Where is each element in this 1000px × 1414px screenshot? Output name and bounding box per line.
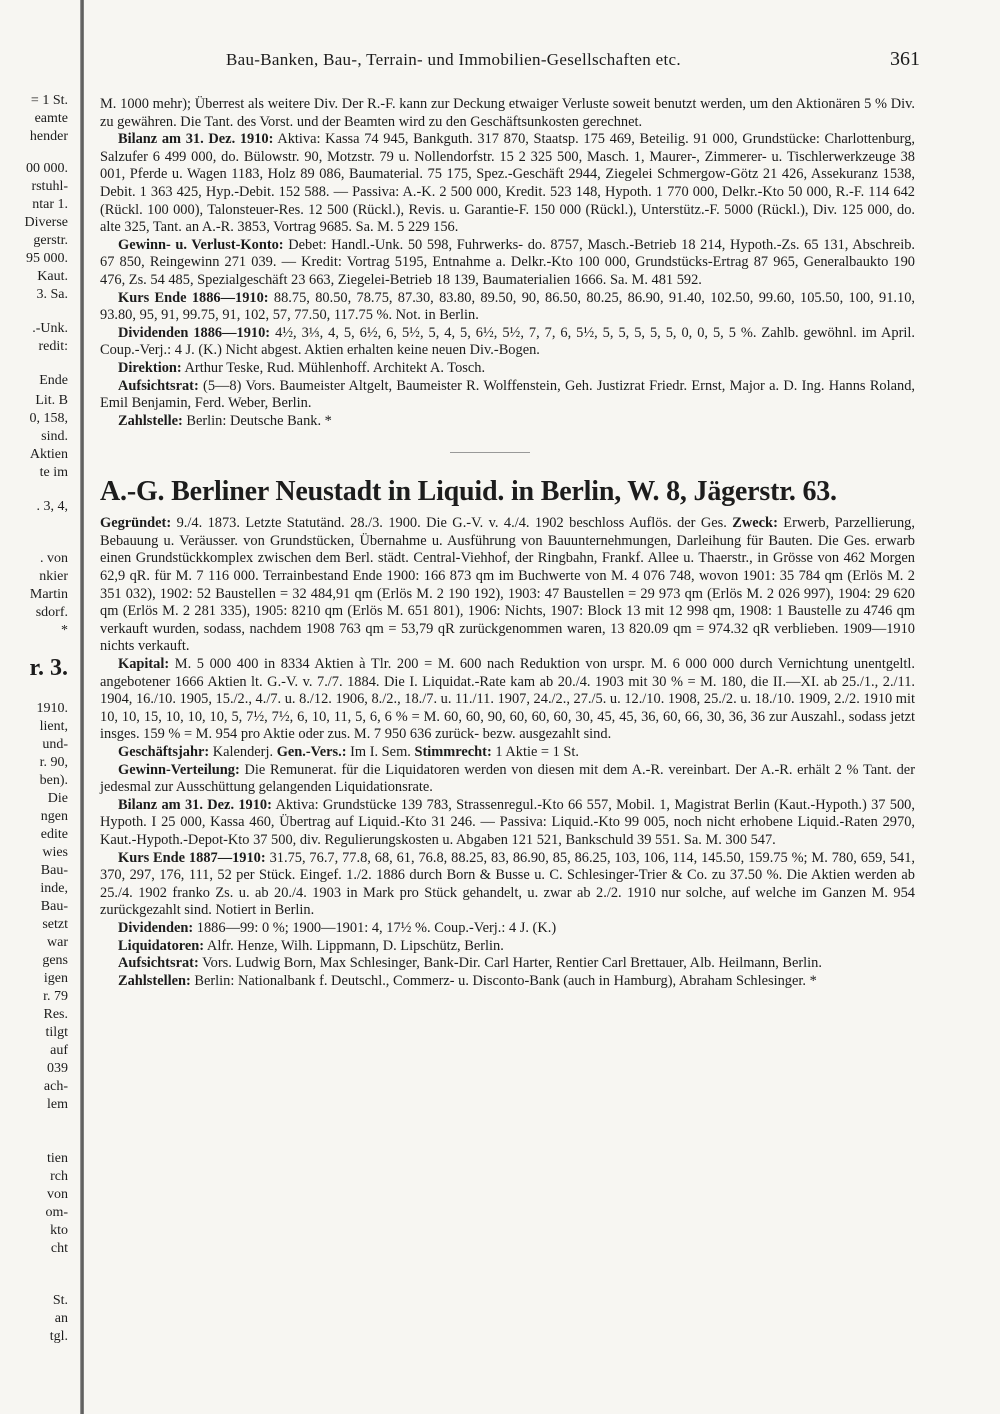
margin-fragment: ntar 1. (32, 197, 68, 212)
section-divider (450, 452, 530, 453)
margin-fragment: .-Unk. (32, 321, 68, 336)
margin-fragment: r. 90, (39, 755, 68, 770)
margin-fragment: gens (42, 953, 68, 968)
margin-fragment: redit: (38, 339, 68, 354)
margin-fragment: 3. Sa. (36, 287, 68, 302)
left-margin-fragments (0, 0, 76, 1414)
margin-fragment: Ende (39, 373, 68, 388)
margin-fragment: ach- (43, 1079, 68, 1094)
entry-berliner-neustadt (100, 475, 915, 990)
entry2-liquidatoren: Liquidatoren: Alfr. Henze, Wilh. Lippmann, D. Lipschütz, Berlin. (118, 937, 504, 954)
margin-fragment: rstuhl- (31, 179, 68, 194)
entry1-kurs: Kurs Ende 1886—1910: 88.75, 80.50, 78.75, 87.30, 83.80, 89.50, 90, 86.50, 80.25, 86.90, 91.40, 102.50, 99.60, 105.50, 100, 91.10, 93.80, 95, 91, 99.75, 91, 102, 57, 77.50, 117.75 %. Not. in Berlin. (100, 289, 915, 324)
margin-fragment: 039 (47, 1061, 68, 1076)
margin-fragment: ngen (40, 809, 68, 824)
margin-fragment: hender (29, 129, 68, 144)
margin-fragment: 0, 158, (29, 411, 68, 426)
margin-fragment: ben). (39, 773, 68, 788)
margin-fragment: cht (50, 1241, 68, 1256)
margin-fragment: r. 3. (29, 655, 68, 681)
page-number: 361 (890, 48, 920, 70)
margin-fragment: eamte (34, 111, 68, 126)
margin-fragment: tilgt (45, 1025, 68, 1040)
margin-fragment: edite (40, 827, 68, 842)
company-title: A.-G. Berliner Neustadt in Liquid. in Berlin, W. 8, Jägerstr. 63. (100, 476, 837, 508)
entry1-bilanz: Bilanz am 31. Dez. 1910: Aktiva: Kassa 74 945, Bankguth. 317 870, Staatsp. 175 469, Beteilig. 91 000, Grundstücke: Charlottenburg, Salzufer 6 499 000, do. Bülowstr. 90, Motzstr. 79 u. Nollendorfstr. 15 2 325 500, Masch. 1, Maurer-, Zimmerer- u. Tischlerwerkzeuge 38 001, Pferde u. Wagen 1183, Holz 89 086, Baumaterial. 75 175, Spez.-Geschäft 2944, Ziegelei Schmergow-Götz 21 426, Assekuranz 1538, Debit. 1 363 425, Hyp.-Debit. 152 588. — Passiva: A.-K. 2 500 000, Kredit. 523 148, Hypoth. 1 770 000, Delkr.-Kto 50 000, R.-F. 114 642 (Rückl. 100 000), Talonsteuer-Res. 12 500 (Rückl.), Revis. u. Garantie-F. 150 000 (Rückl.), Unterstütz.-F. 5000 (Rückl.), Div. 125 000, do. alte 325, Tant. an A.-R. 3853, Vortrag 9685. Sa. M. 5 229 156. (100, 131, 915, 236)
margin-fragment: Bau- (40, 863, 68, 878)
entry2-dividenden: Dividenden: 1886—99: 0 %; 1900—1901: 4, 17½ %. Coup.-Verj.: 4 J. (K.) (118, 919, 557, 936)
margin-fragment: und- (42, 737, 68, 752)
margin-fragment: Aktien (29, 447, 68, 462)
entry1-aufsichtsrat: Aufsichtsrat: (5—8) Vors. Baumeister Altgelt, Baumeister R. Wolffenstein, Geh. Justizrat Friedr. Ernst, Major a. D. Ing. Hanns Roland, Emil Benjamin, Ferd. Weber, Berlin. (100, 377, 915, 412)
margin-fragment: wies (42, 845, 68, 860)
margin-fragment: 95 000. (26, 251, 68, 266)
entry2-aufsichtsrat: Aufsichtsrat: Vors. Ludwig Born, Max Schlesinger, Bank-Dir. Carl Harter, Rentier Carl Brettauer, Alb. Heilmann, Berlin. (118, 955, 822, 972)
page-body (100, 96, 915, 990)
entry2-kurs: Kurs Ende 1887—1910: 31.75, 76.7, 77.8, 68, 61, 76.8, 88.25, 83, 86.90, 85, 86.25, 103, 106, 114, 145.50, 159.75 %; M. 780, 659, 541, 370, 297, 176, 111, 52 per Stück. Eingef. 1./2. 1886 durch Born & Busse u. C. Schlesinger-Trier & Co. zu 37.50 %. Die Aktien werden ab 25./4. 1902 franko Zs. u. ab 20./4. 1903 in Mark pro Stück gehandelt, u. zwar ab 2./2. 1910 nur solche, auf welche im Ganzen M. 954 zurückgezahlt sind. Notiert in Berlin. (100, 849, 915, 919)
margin-fragment: te im (39, 465, 68, 480)
entry2-zahlstellen: Zahlstellen: Berlin: Nationalbank f. Deutschl., Commerz- u. Disconto-Bank (auch in Hamburg), Abraham Schlesinger. * (118, 972, 817, 989)
margin-fragment: . von (40, 551, 68, 566)
gutter-shadow (80, 0, 84, 1414)
margin-fragment: lem (47, 1097, 68, 1112)
margin-fragment: 1910. (36, 701, 68, 716)
margin-fragment: igen (43, 971, 68, 986)
margin-fragment: om- (45, 1205, 68, 1220)
margin-fragment: setzt (42, 917, 68, 932)
entry-continued (100, 96, 915, 430)
margin-fragment: inde, (40, 881, 68, 896)
margin-fragment: Res. (43, 1007, 68, 1022)
margin-fragment: Diverse (24, 215, 68, 230)
margin-fragment: rch (50, 1169, 68, 1184)
margin-fragment: r. 79 (43, 989, 68, 1004)
entry2-bilanz: Bilanz am 31. Dez. 1910: Aktiva: Grundstücke 139 783, Strassenregul.-Kto 66 557, Mobil. 1, Magistrat Berlin (Kaut.-Hypoth.) 37 500, Hypoth. I 25 000, Kassa 460, Übertrag auf Liquid.-Kto 31 246. — Passiva: Liquid.-Kto 99 005, noch nicht erhobene Liquid.-Raten 2970, Kaut.-Hypoth.-Depot-Kto 37 500, div. Regulierungskosten u. Abgaben 121 521, Bankschuld 39 551. Sa. M. 300 547. (100, 796, 915, 848)
margin-fragment: von (47, 1187, 68, 1202)
margin-fragment: an (54, 1311, 68, 1326)
entry1-direktion: Direktion: Arthur Teske, Rud. Mühlenhoff. Architekt A. Tosch. (118, 359, 486, 376)
margin-fragment: auf (50, 1043, 68, 1058)
entry1-dividenden: Dividenden 1886—1910: 4½, 3⅓, 4, 5, 6½, 6, 5½, 5, 4, 5, 6½, 5½, 7, 7, 6, 5½, 5, 5, 5, 5, 5, 0, 0, 5, 5 %. Zahlb. gewöhnl. im April. Coup.-Verj.: 4 J. (K.) Nicht abgest. Aktien erhalten keine neuen Div.-Bogen. (100, 324, 916, 359)
margin-fragment: . 3, 4, (36, 499, 68, 514)
margin-fragment: tgl. (49, 1329, 68, 1344)
margin-fragment: war (47, 935, 68, 950)
margin-fragment: kto (50, 1223, 68, 1238)
page-header (130, 48, 920, 74)
margin-fragment: sdorf. (35, 605, 68, 620)
margin-fragment: Bau- (40, 899, 68, 914)
entry1-intro: M. 1000 mehr); Überrest als weitere Div. Der R.-F. kann zur Deckung etwaiger Verluste soweit benutzt werden, um den Aktionären 5 % Div. zu gewähren. Die Tant. des Vorst. und der Beamten wird zu den Geschäftsunkosten gerechnet. (100, 96, 915, 130)
margin-fragment: 00 000. (26, 161, 68, 176)
margin-fragment: Martin (29, 587, 68, 602)
margin-fragment: Kaut. (37, 269, 68, 284)
entry2-gegruendet: Gegründet: 9./4. 1873. Letzte Statutänd. 28./3. 1900. Die G.-V. v. 4./4. 1902 beschloss Auflös. der Ges. Zweck: Erwerb, Parzellierung, Bebauung u. Veräusser. von Grundstücken, Übernahme u. Ausführung von Bauunternehmungen, Darleihung für Bauten. Die Ges. erwarb einen Grundstückkomplex zwischen dem Berl. städt. Central-Viehhof, der Ringbahn, Frankf. Allee u. Thaerstr., in Grösse von 462 Morgen 62,9 qR. für M. 7 116 000. Terrainbestand Ende 1900: 166 873 qm im Buchwerte von M. 4 076 748, wovon 1901: 35 784 qm (Erlös M. 2 351 032), 1902: 52 Baustellen = 32 484,91 qm (Erlös M. 2 190 192), 1903: 47 Baustellen = 29 973 qm (Erlös M. 2 026 997), 1904: 29 620 qm (Erlös M. 2 281 335), 1905: 8210 qm (Erlös M. 651 801), 1906: Nichts, 1907: Block 13 mit 12 998 qm, 1908: 1 Baustelle zu 4746 qm verkauft wurden, sodass, nachdem 1908 763 qm = 53,79 qR zurückgenommen waren, 13 820.09 qm = 974.32 qR verblieben. 1909—1910 nichts verkauft. (100, 515, 915, 655)
entry2-geschaeftsjahr: Geschäftsjahr: Kalenderj. Gen.-Vers.: Im I. Sem. Stimmrecht: 1 Aktie = 1 St. (118, 744, 580, 760)
margin-fragment: gerstr. (33, 233, 68, 248)
margin-fragment: nkier (39, 569, 68, 584)
margin-fragment: Lit. B (35, 393, 68, 408)
margin-fragment: lient, (39, 719, 68, 734)
margin-fragment: = 1 St. (30, 93, 68, 108)
margin-fragment: St. (52, 1293, 68, 1308)
entry1-gewinn-verlust: Gewinn- u. Verlust-Konto: Debet: Handl.-Unk. 50 598, Fuhrwerks- do. 8757, Masch.-Betrieb 18 214, Hypoth.-Zs. 65 131, Abschreib. 67 850, Reingewinn 271 039. — Kredit: Vortrag 5195, Entnahme a. Delkr.-Kto 100 000, Grundstücks-Ertrag 87 965, Generalbaukto 190 476, Zs. 54 485, Spezialgeschäft 23 663, Ziegelei-Betrieb 18 139, Baumaterialien 1666. Sa. M. 481 592. (100, 236, 915, 288)
running-title: Bau-Banken, Bau-, Terrain- und Immobilien-Gesellschaften etc. (226, 50, 681, 69)
margin-fragment: * (61, 623, 68, 638)
entry2-gewinn-verteilung: Gewinn-Verteilung: Die Remunerat. für die Liquidatoren werden von diesen mit dem A.-R. vereinbart. Der A.-R. erhält 2 % Tant. der jedesmal zur Ausschüttung gelangenden Liquidationsrate. (100, 761, 915, 796)
entry1-zahlstelle: Zahlstelle: Berlin: Deutsche Bank. * (118, 412, 332, 429)
entry2-kapital: Kapital: M. 5 000 400 in 8334 Aktien à Tlr. 200 = M. 600 nach Reduktion von urspr. M. 6 000 000 durch Vernichtung unentgeltl. angebotener 1666 Aktien lt. G.-V. v. 7./7. 1884. Die I. Liquidat.-Rate kam ab 20./4. 1903 mit 30 % = M. 180, die II.—XI. ab 25./1., 2./11. 1904, 16./10. 1905, 15./2., 4./7. u. 8./12. 1906, 8./2., 18./7. u. 11./11. 1907, 24./2., 27./5. u. 12./10. 1908, 25./2. u. 18./10. 1909, 2./2. 1910 mit 10, 10, 15, 10, 10, 10, 5, 7½, 7½, 6, 10, 11, 5, 6, 6 % = M. 60, 60, 90, 60, 60, 60, 30, 45, 45, 36, 60, 66, 30, 36, 36 zur Auszahl., sodass jetzt insges. 159 % = M. 954 pro Aktie oder zus. M. 7 950 636 zurück- bezw. ausgezahlt sind. (100, 656, 915, 743)
margin-fragment: tien (47, 1151, 68, 1166)
margin-fragment: Die (47, 791, 68, 806)
margin-fragment: sind. (41, 429, 68, 444)
